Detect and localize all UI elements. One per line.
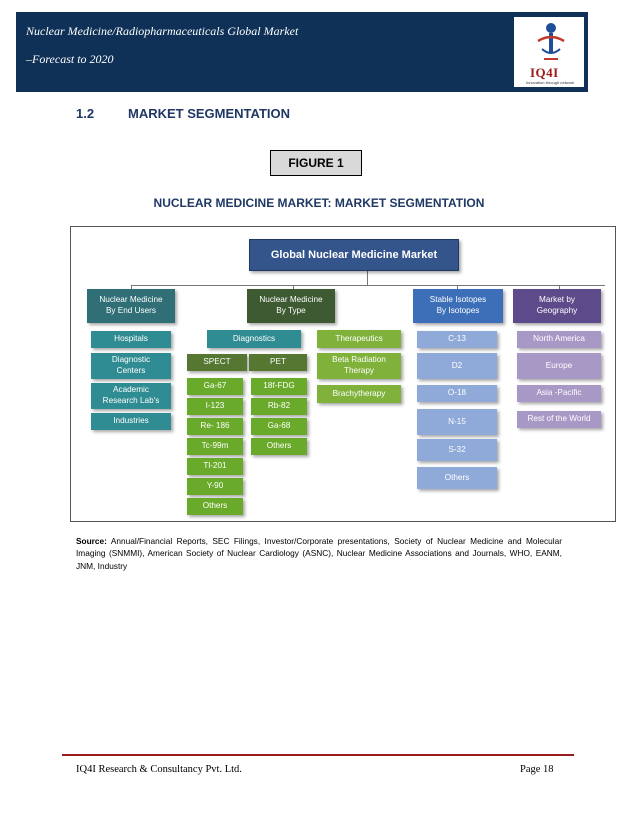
isotope-item: N-15 (417, 409, 497, 435)
therapeutics-node: Therapeutics (317, 330, 401, 348)
pet-node: PET (249, 354, 307, 371)
header-title: Nuclear Medicine/Radiopharmaceuticals Global Market (26, 24, 299, 38)
diagnostics-node: Diagnostics (207, 330, 301, 348)
spect-item: Others (187, 498, 243, 515)
spect-node: SPECT (187, 354, 247, 371)
footer-company: IQ4I Research & Consultancy Pvt. Ltd. (76, 764, 242, 775)
end-user-item: Industries (91, 413, 171, 430)
spect-item: Tl-201 (187, 458, 243, 475)
logo-tagline: Innovation through network (526, 80, 575, 85)
source-note (76, 535, 562, 572)
figure-label: FIGURE 1 (270, 150, 362, 176)
geography-item: Asia -Pacific (517, 385, 601, 402)
end-users-node: Nuclear Medicine By End Users (87, 289, 175, 323)
pet-item: Rb-82 (251, 398, 307, 415)
geography-item: Europe (517, 353, 601, 379)
logo-wordmark: IQ4I (530, 65, 559, 80)
therapeutics-item: Beta Radiation Therapy (317, 353, 401, 379)
pet-item: 18f-FDG (251, 378, 307, 395)
isotope-item: C-13 (417, 331, 497, 348)
footer-page-number: Page 18 (520, 764, 554, 775)
isotope-item: O-18 (417, 385, 497, 402)
header-subtitle: –Forecast to 2020 (26, 52, 114, 66)
end-user-item: Diagnostic Centers (91, 353, 171, 379)
company-logo (512, 15, 586, 89)
spect-item: Ga-67 (187, 378, 243, 395)
geography-item: Rest of the World (517, 411, 601, 428)
pet-item: Others (251, 438, 307, 455)
isotope-item: S-32 (417, 439, 497, 461)
type-node: Nuclear Medicine By Type (247, 289, 335, 323)
segmentation-diagram (70, 226, 616, 522)
end-user-item: Academic Research Lab's (91, 383, 171, 409)
spect-item: Tc-99m (187, 438, 243, 455)
source-text: Annual/Financial Reports, SEC Filings, Investor/Corporate presentations, Society of Nuclear Medicine and Molecular Imaging (SNMMI), American Society of Nuclear Cardiology (ASNC), Nuclear Medicine Associations and Journals, WHO, EANM, JNM, Industry (76, 536, 562, 571)
connector-horizontal (131, 285, 605, 286)
source-label: Source: (76, 536, 107, 546)
section-number: 1.2 (76, 106, 95, 121)
footer-rule (62, 754, 574, 756)
isotope-item: Others (417, 467, 497, 489)
section-title: MARKET SEGMENTATION (128, 106, 291, 121)
isotopes-node: Stable Isotopes By Isotopes (413, 289, 503, 323)
logo-figure-icon (516, 19, 586, 67)
end-user-item: Hospitals (91, 331, 171, 348)
geography-node: Market by Geography (513, 289, 601, 323)
isotope-item: D2 (417, 353, 497, 379)
geography-item: North America (517, 331, 601, 348)
root-node: Global Nuclear Medicine Market (249, 239, 459, 271)
figure-caption: NUCLEAR MEDICINE MARKET: MARKET SEGMENTATION (153, 196, 485, 210)
therapeutics-item: Brachytherapy (317, 385, 401, 403)
document-header (16, 12, 588, 92)
pet-item: Ga-68 (251, 418, 307, 435)
spect-item: I-123 (187, 398, 243, 415)
spect-item: Re- 186 (187, 418, 243, 435)
spect-item: Y-90 (187, 478, 243, 495)
